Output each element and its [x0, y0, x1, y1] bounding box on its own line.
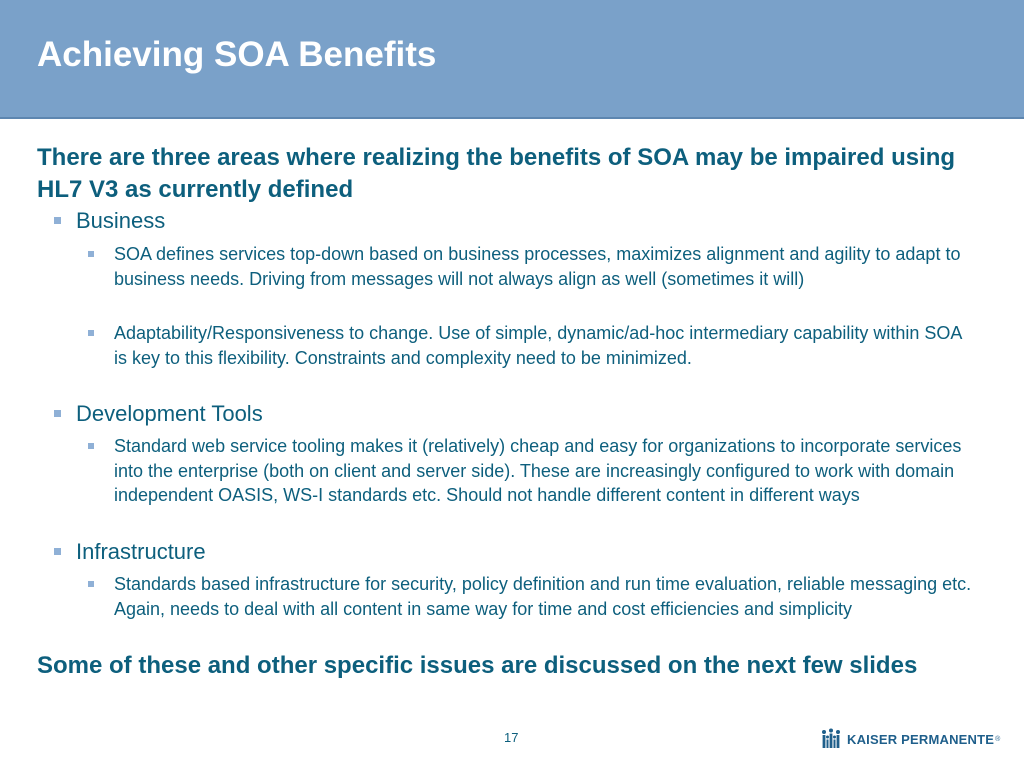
bullet-point — [114, 321, 974, 370]
bullet-point — [114, 434, 974, 508]
slide-title: Achieving SOA Benefits — [37, 35, 437, 74]
registered-mark: ® — [995, 735, 1001, 743]
bullet-point — [114, 572, 974, 621]
section-heading-label: Business — [76, 208, 166, 233]
square-bullet-icon — [54, 548, 61, 555]
bullet-point-text: Standard web service tooling makes it (relatively) cheap and easy for organizations to incorporate services into the enterprise (both on client and server side). These are increasingly configured to work with domain independent OASIS, WS-I standards etc. Should not handle different content in different ways — [114, 436, 962, 505]
section-heading-label: Infrastructure — [76, 539, 206, 564]
logo-wordmark: KAISER PERMANENTE — [847, 731, 995, 747]
square-bullet-icon — [88, 330, 94, 336]
section-heading-label: Development Tools — [76, 401, 263, 426]
bullet-point-text: Adaptability/Responsiveness to change. Use of simple, dynamic/ad-hoc intermediary capability within SOA is key to this flexibility. Constraints and complexity need to be minimized. — [114, 323, 962, 368]
square-bullet-icon — [54, 410, 61, 417]
section-heading-business — [76, 208, 165, 234]
intro-text: There are three areas where realizing the benefits of SOA may be impaired using HL7 V3 as currently defined — [37, 144, 956, 203]
bullet-point — [114, 242, 974, 291]
section-heading-development-tools — [76, 401, 263, 427]
bullet-point-text: SOA defines services top-down based on business processes, maximizes alignment and agility to adapt to business needs. Driving from messages will not always align as well (sometimes it will) — [114, 244, 961, 289]
conclusion-text: Some of these and other specific issues are discussed on the next few slides — [37, 652, 918, 679]
bullet-point-text: Standards based infrastructure for security, policy definition and run time evaluation, reliable messaging etc. Again, needs to deal with all content in same way for time and cost efficiencies and simplicity — [114, 574, 972, 619]
section-heading-infrastructure — [76, 539, 206, 565]
company-logo — [820, 728, 1000, 750]
square-bullet-icon — [88, 251, 94, 257]
square-bullet-icon — [54, 217, 61, 224]
people-logo-icon — [820, 728, 842, 750]
square-bullet-icon — [88, 581, 94, 587]
square-bullet-icon — [88, 443, 94, 449]
title-bar — [0, 0, 1024, 119]
page-number: 17 — [504, 730, 519, 745]
